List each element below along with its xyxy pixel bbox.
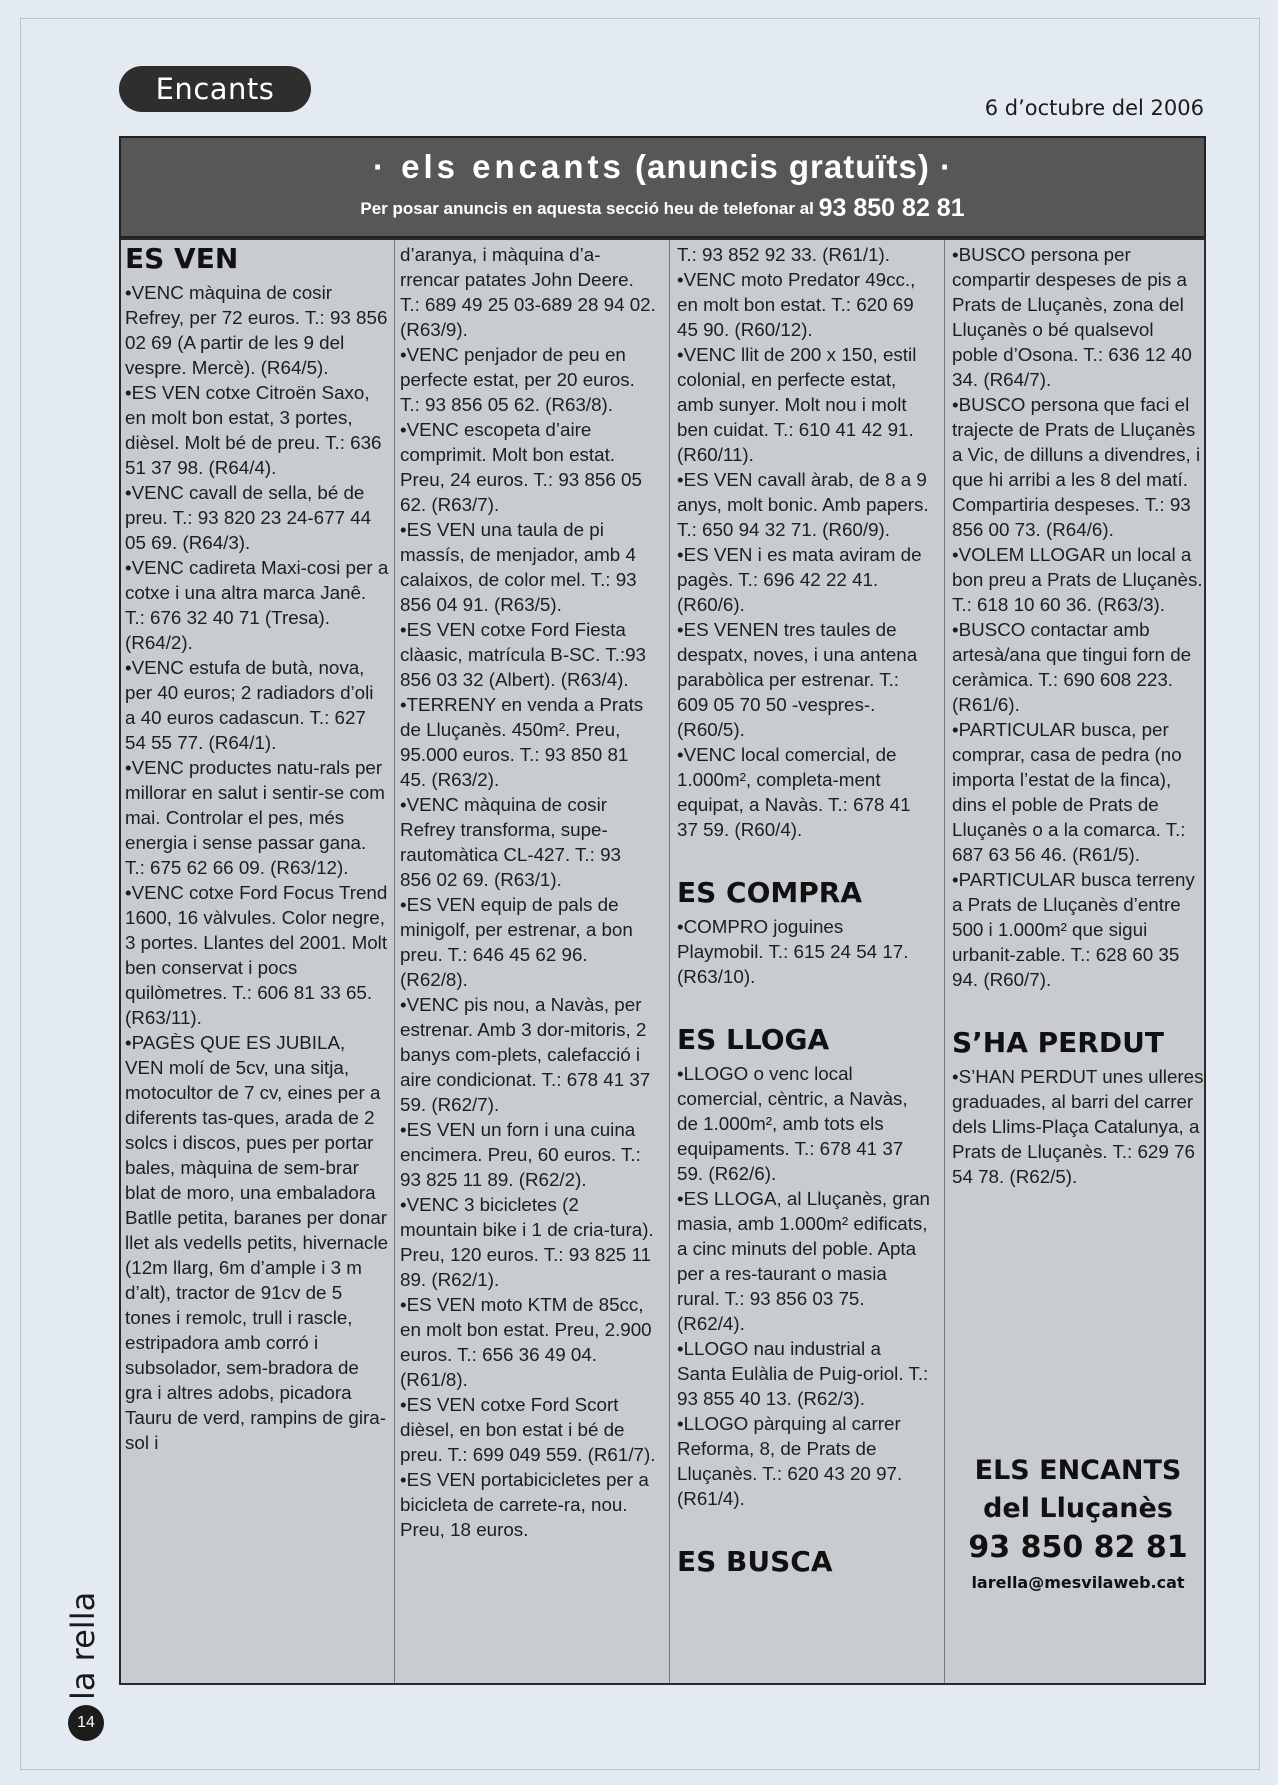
classified-ad: •VOLEM LLOGAR un local a bon preu a Prats de Lluçanès. T.: 618 10 60 36. (R63/3). <box>952 544 1203 615</box>
classified-ad: •BUSCO contactar amb artesà/ana que tingui forn de ceràmica. T.: 690 608 223. (R61/6). <box>952 619 1192 715</box>
classified-ad: •VENC cavall de sella, bé de preu. T.: 93 820 23 24-677 44 05 69. (R64/3). <box>125 482 372 553</box>
ad-list <box>125 280 389 1455</box>
classified-ad: d’aranya, i màquina d’a-rrencar patates John Deere. T.: 689 49 25 03-689 28 94 02. (R63/9). <box>400 244 656 340</box>
magazine-name: la rella <box>64 1591 102 1700</box>
classified-ad: •BUSCO persona per compartir despeses de pis a Prats de Lluçanès, zona del Lluçanès o bé qualsevol poble d’Osona. T.: 636 12 40 34. (R64/7). <box>952 244 1192 390</box>
heading-es-busca: ES BUSCA <box>677 1545 833 1578</box>
classified-ad: T.: 93 852 92 33. (R61/1). <box>677 244 890 265</box>
classified-ad: •ES VEN una taula de pi massís, de menjador, amb 4 calaixos, de color mel. T.: 93 856 04 91. (R63/5). <box>400 519 637 615</box>
banner-subtitle <box>121 194 1204 223</box>
column-3 <box>677 242 933 1681</box>
classified-ad: •LLOGO pàrquing al carrer Reforma, 8, de Prats de Lluçanès. T.: 620 43 20 97. (R61/4). <box>677 1413 903 1509</box>
banner-title <box>121 148 1204 186</box>
column-divider <box>394 240 395 1683</box>
classified-ad: •ES VENEN tres taules de despatx, noves, i una antena parabòlica per estrenar. T.: 609 05 70 50 -vespres-. (R60/5). <box>677 619 918 740</box>
classified-ad: •VENC local comercial, de 1.000m², completa-ment equipat, a Navàs. T.: 678 41 37 59. (R60/4). <box>677 744 911 840</box>
classified-ad: •PARTICULAR busca, per comprar, casa de pedra (no importa l’estat de la finca), dins el poble de Prats de Lluçanès o a la comarca. T.: 687 63 56 46. (R61/5). <box>952 719 1186 865</box>
banner-phone: 93 850 82 81 <box>818 194 965 222</box>
classified-ad: •ES VEN equip de pals de minigolf, per estrenar, a bon preu. T.: 646 45 62 96. (R62/8). <box>400 894 633 990</box>
classified-ad: •VENC pis nou, a Navàs, per estrenar. Amb 3 dor-mitoris, 2 banys com-plets, calefacció i aire condicionat. T.: 678 41 37 59. (R62/7). <box>400 994 651 1115</box>
page-number: 14 <box>68 1705 104 1741</box>
classified-ad: •VENC 3 bicicletes (2 mountain bike i 1 de cria-tura). Preu, 120 euros. T.: 93 825 11 89. (R62/1). <box>400 1194 654 1290</box>
ad-list <box>677 1061 933 1511</box>
column-divider <box>944 240 945 1683</box>
classified-ad: •ES VEN cotxe Citroën Saxo, en molt bon estat, 3 portes, dièsel. Molt bé de preu. T.: 636 51 37 98. (R64/4). <box>125 382 382 478</box>
ad-list <box>400 242 656 1542</box>
classifieds-banner <box>119 136 1206 238</box>
issue-date: 6 d’octubre del 2006 <box>984 96 1204 120</box>
contact-phone: 93 850 82 81 <box>968 1530 1188 1565</box>
classified-ad: •ES VEN moto KTM de 85cc, en molt bon estat. Preu, 2.900 euros. T.: 656 36 49 04. (R61/8). <box>400 1294 652 1390</box>
ad-list <box>952 242 1204 992</box>
column-2 <box>400 242 656 1681</box>
classified-ad: •VENC penjador de peu en perfecte estat, per 20 euros. T.: 93 856 05 62. (R63/8). <box>400 344 635 415</box>
heading-sha-perdut: S’HA PERDUT <box>952 1026 1164 1059</box>
classified-ad: •COMPRO joguines Playmobil. T.: 615 24 54 17. (R63/10). <box>677 916 909 987</box>
heading-es-compra: ES COMPRA <box>677 876 863 909</box>
classified-ad: •PARTICULAR busca terreny a Prats de Lluçanès d’entre 500 i 1.000m² que sigui urbanit-zable. T.: 628 60 35 94. (R60/7). <box>952 869 1195 990</box>
classified-ad: •ES LLOGA, al Lluçanès, gran masia, amb 1.000m² edificats, a cinc minuts del poble. Apta per a res-taurant o masia rural. T.: 93 856 03 75. (R62/4). <box>677 1188 930 1334</box>
classified-ad: •VENC estufa de butà, nova, per 40 euros; 2 radiadors d’oli a 40 euros cadascun. T.: 627 54 55 77. (R64/1). <box>125 657 374 753</box>
classified-ad: •VENC moto Predator 49cc., en molt bon estat. T.: 620 69 45 90. (R60/12). <box>677 269 916 340</box>
classified-ad: •VENC escopeta d’aire comprimit. Molt bon estat. Preu, 24 euros. T.: 93 856 05 62. (R63/7). <box>400 419 642 515</box>
classified-ad: •VENC cadireta Maxi-cosi per a cotxe i una altra marca Janê. T.: 676 32 40 71 (Tresa). (R64/2). <box>125 557 389 653</box>
banner-subtitle-text: Per posar anuncis en aquesta secció heu de telefonar al <box>360 199 814 218</box>
heading-es-lloga: ES LLOGA <box>677 1023 830 1056</box>
classified-ad: •BUSCO persona que faci el trajecte de Prats de Lluçanès a Vic, de dilluns a divendres, i que hi arribi a les 8 del matí. Compartiria despeses. T.: 93 856 00 73. (R64/6). <box>952 394 1201 540</box>
banner-title-main: · els encants <box>372 148 625 185</box>
column-divider <box>669 240 670 1683</box>
contact-subtitle: del Lluçanès <box>983 1493 1173 1524</box>
classified-ad: •S’HAN PERDUT unes ulleres graduades, al barri del carrer dels Llims-Plaça Catalunya, a Prats de Lluçanès. T.: 629 76 54 78. (R62/5). <box>952 1066 1204 1187</box>
classified-ad: •ES VEN cotxe Ford Scort dièsel, en bon estat i bé de preu. T.: 699 049 559. (R61/7). <box>400 1394 656 1465</box>
ad-list <box>677 914 933 989</box>
classified-ad: •ES VEN un forn i una cuina encimera. Preu, 60 euros. T.: 93 825 11 89. (R62/2). <box>400 1119 641 1190</box>
classified-ad: •ES VEN portabicicletes per a bicicleta de carrete-ra, nou. Preu, 18 euros. <box>400 1469 649 1540</box>
ad-list <box>952 1064 1204 1189</box>
contact-title: ELS ENCANTS <box>974 1455 1182 1486</box>
classified-ad: •PAGÈS QUE ES JUBILA, VEN molí de 5cv, una sitja, motocultor de 7 cv, eines per a diferents tas-ques, arada de 2 solcs i discos, pues per portar bales, màquina de sem-brar blat de moro, una embaladora Batlle petita, baranes per donar llet als vedells petits, hivernacle (12m llarg, 6m d’ample i 3 m d’alt), tractor de 91cv de 5 tones i remolc, trull i rascle, estripadora amb corró i subsolador, sem-bradora de gra i altres adobs, picadora Tauru de verd, rampins de gira-sol i <box>125 1032 389 1453</box>
classified-ad: •TERRENY en venda a Prats de Lluçanès. 450m². Preu, 95.000 euros. T.: 93 850 81 45. (R63/2). <box>400 694 644 790</box>
classified-ad: •LLOGO nau industrial a Santa Eulàlia de Puig-oriol. T.: 93 855 40 13. (R62/3). <box>677 1338 929 1409</box>
classified-ad: •VENC màquina de cosir Refrey transforma, supe-rautomàtica CL-427. T.: 93 856 02 69. (R63/1). <box>400 794 621 890</box>
classified-ad: •LLOGO o venc local comercial, cèntric, a Navàs, de 1.000m², amb tots els equipaments. T.: 678 41 37 59. (R62/6). <box>677 1063 908 1184</box>
classified-ad: •VENC llit de 200 x 150, estil colonial, en perfecte estat, amb sunyer. Molt nou i molt ben cuidat. T.: 610 41 42 91. (R60/11). <box>677 344 917 465</box>
section-label: Encants <box>119 66 311 112</box>
banner-title-rest: (anuncis gratuïts) · <box>635 148 953 185</box>
contact-email[interactable]: larella@mesvilaweb.cat <box>971 1573 1185 1592</box>
classified-ad: •VENC productes natu-rals per millorar en salut i sentir-se com mai. Controlar el pes, més energia i sense passar gana. T.: 675 62 66 09. (R63/12). <box>125 757 385 878</box>
column-1 <box>125 242 389 1681</box>
classified-ad: •VENC màquina de cosir Refrey, per 72 euros. T.: 93 856 02 69 (A partir de les 9 del vespre. Mercè). (R64/5). <box>125 282 388 378</box>
classifieds-content <box>119 238 1206 1685</box>
classified-ad: •ES VEN i es mata aviram de pagès. T.: 696 42 22 41. (R60/6). <box>677 544 922 615</box>
contact-card <box>952 1452 1204 1596</box>
heading-es-ven: ES VEN <box>125 242 239 275</box>
classified-ad: •ES VEN cotxe Ford Fiesta clàasic, matrícula B-SC. T.:93 856 03 32 (Albert). (R63/4). <box>400 619 646 690</box>
classified-ad: •ES VEN cavall àrab, de 8 a 9 anys, molt bonic. Amb papers. T.: 650 94 32 71. (R60/9). <box>677 469 929 540</box>
ad-list <box>677 242 933 842</box>
classified-ad: •VENC cotxe Ford Focus Trend 1600, 16 vàlvules. Color negre, 3 portes. Llantes del 2001. Molt ben conservat i pocs quilòmetres. T.: 606 81 33 65. (R63/11). <box>125 882 388 1028</box>
